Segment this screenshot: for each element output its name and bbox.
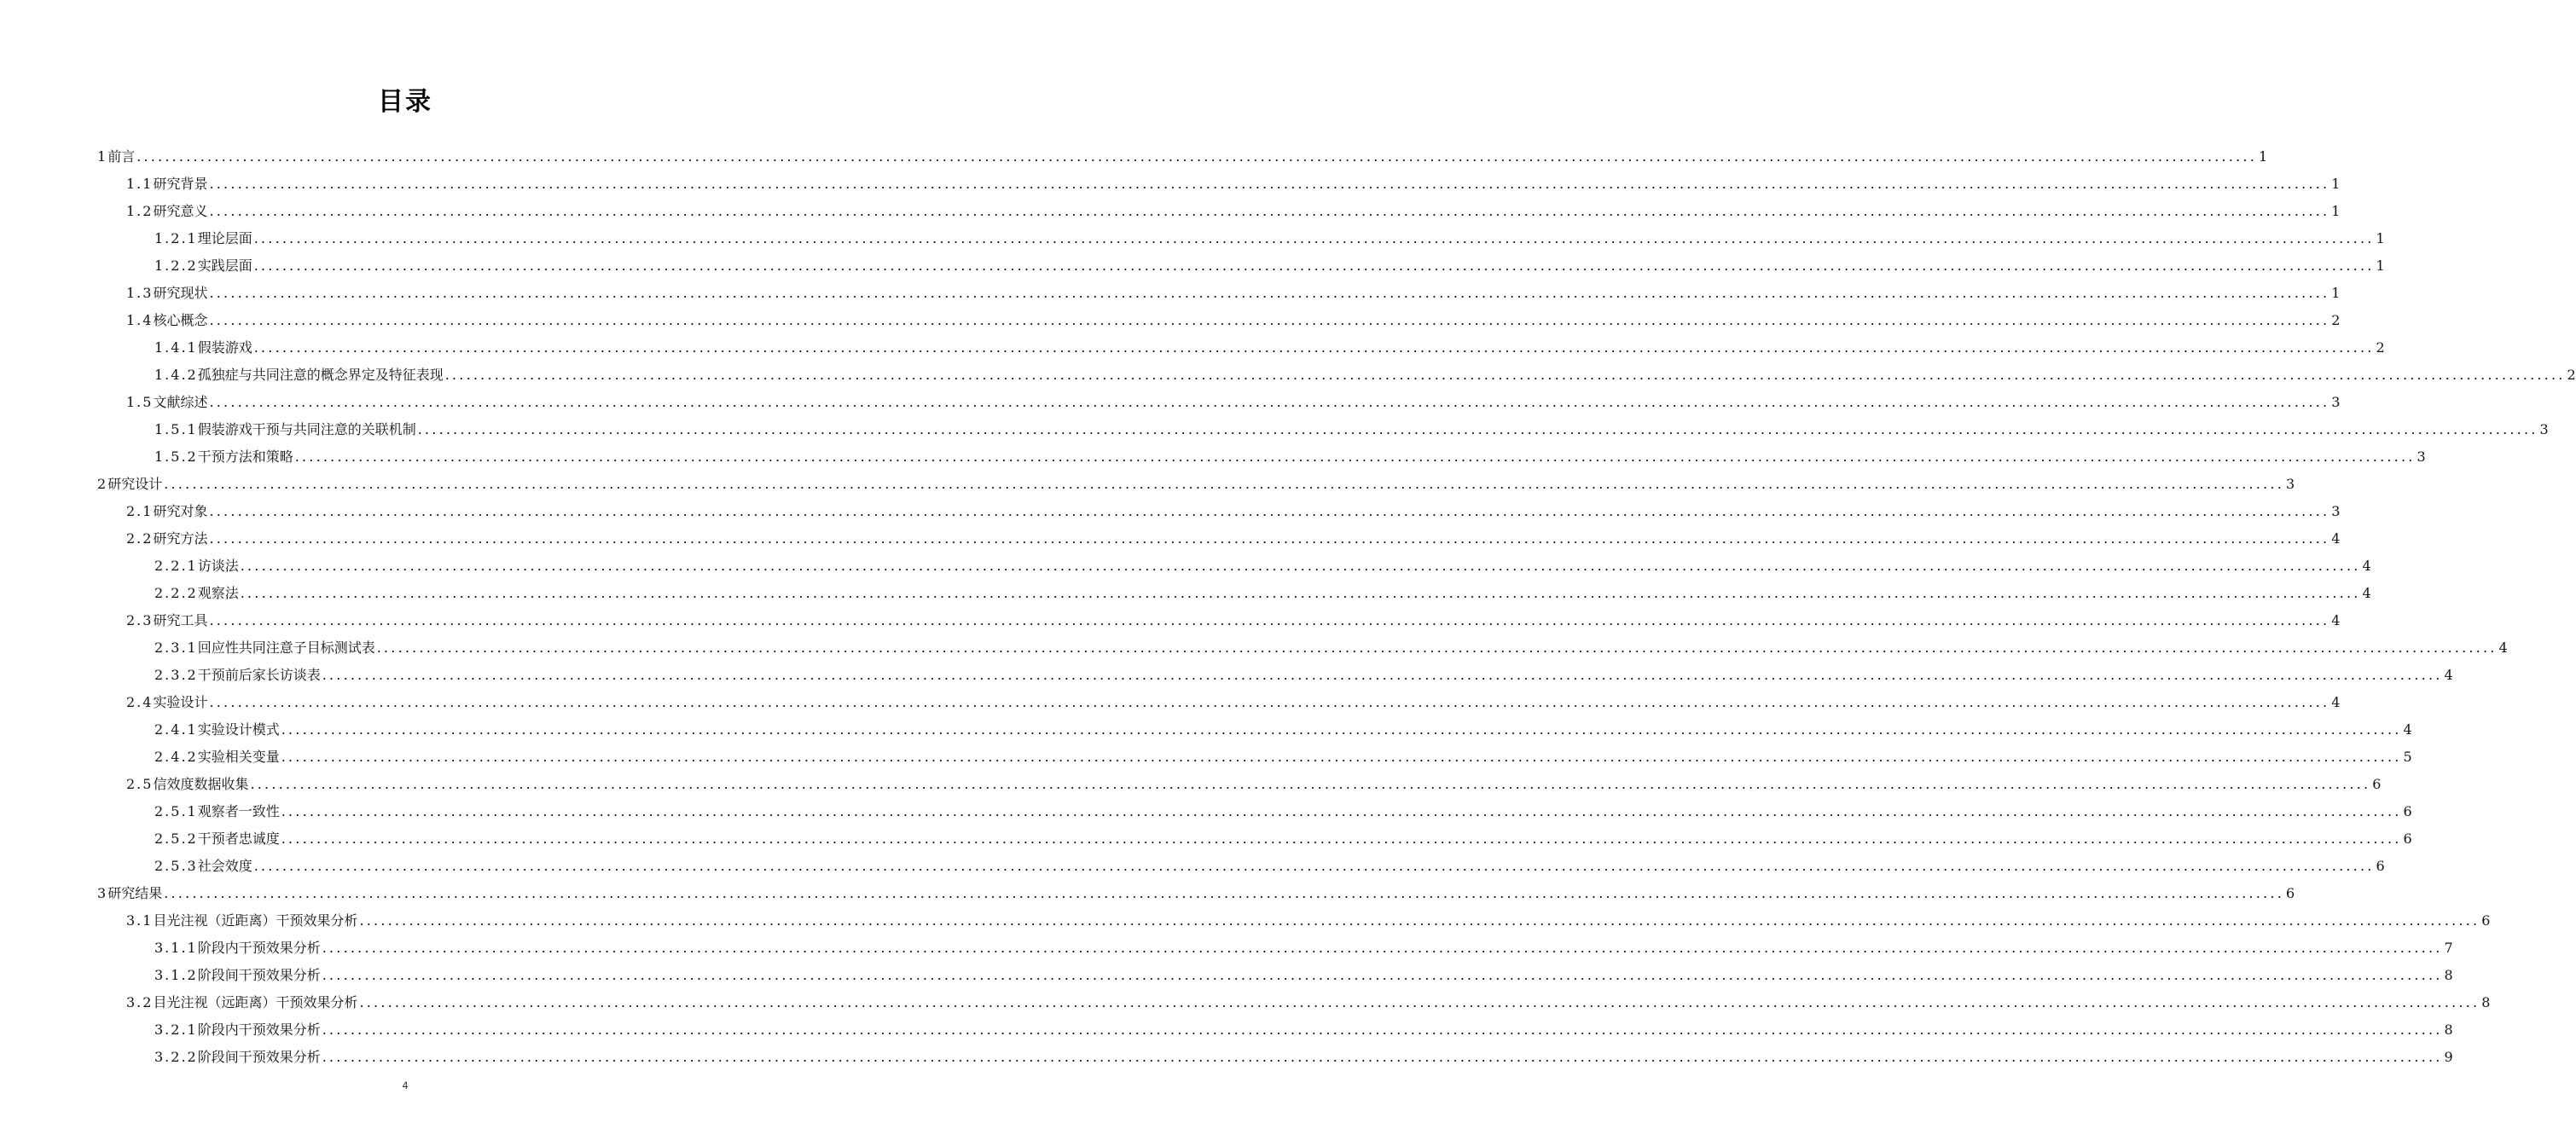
toc-leader-dots: ............................................................................................................................................................................................................................................................................................................ bbox=[253, 230, 2375, 246]
toc-entry-number: 2.3.2 bbox=[154, 667, 198, 683]
toc-entry-title: 干预者忠诚度 bbox=[197, 831, 280, 847]
toc-entry-page: 3 bbox=[2331, 394, 2341, 410]
toc-entry[interactable] bbox=[154, 416, 2549, 443]
toc-leader-dots: ............................................................................................................................................................................................................................................................................................................ bbox=[281, 721, 2402, 738]
toc-entry[interactable] bbox=[126, 771, 2382, 798]
toc-entry-page: 9 bbox=[2444, 1049, 2453, 1065]
toc-entry-page: 1 bbox=[2331, 203, 2341, 219]
toc-entry[interactable] bbox=[126, 198, 2341, 225]
toc-entry-page: 6 bbox=[2403, 803, 2412, 819]
toc-entry[interactable] bbox=[126, 689, 2341, 716]
toc-entry-title: 研究现状 bbox=[153, 285, 208, 301]
toc-entry-number: 3.2 bbox=[126, 994, 154, 1010]
toc-entry-title: 实践层面 bbox=[197, 258, 252, 274]
toc-entry[interactable] bbox=[97, 143, 2268, 171]
toc-entry-number: 2.4.2 bbox=[154, 749, 198, 765]
toc-entry-number: 2.5.2 bbox=[154, 831, 198, 847]
toc-entry-number: 2.3 bbox=[126, 612, 154, 628]
toc-entry-number: 3.1.1 bbox=[154, 940, 198, 956]
toc-entry-number: 3.1.2 bbox=[154, 967, 198, 983]
toc-entry-page: 3 bbox=[2331, 503, 2341, 519]
toc-entry[interactable] bbox=[126, 307, 2341, 334]
toc-entry-title: 文献综述 bbox=[153, 394, 208, 410]
toc-entry[interactable] bbox=[126, 989, 2491, 1016]
toc-entry-title: 理论层面 bbox=[197, 230, 252, 246]
toc-entry[interactable] bbox=[126, 280, 2341, 307]
toc-title: 目录 bbox=[378, 87, 432, 117]
toc-entry[interactable] bbox=[154, 853, 2385, 880]
toc-entry-page: 1 bbox=[2331, 285, 2341, 301]
toc-entry[interactable] bbox=[126, 525, 2341, 553]
toc-entry-page: 4 bbox=[2444, 667, 2453, 683]
toc-entry-title: 回应性共同注意子目标测试表 bbox=[197, 640, 375, 656]
toc-entry-number: 2.5.3 bbox=[154, 858, 198, 874]
toc-leader-dots: ............................................................................................................................................................................................................................................................................................................ bbox=[164, 476, 2284, 492]
toc-entry-number: 2.4.1 bbox=[154, 721, 198, 738]
toc-entry-number: 2 bbox=[97, 476, 108, 492]
toc-leader-dots: ............................................................................................................................................................................................................................................................................................................ bbox=[253, 858, 2375, 874]
toc-entry-title: 研究对象 bbox=[153, 503, 208, 519]
toc-leader-dots: ............................................................................................................................................................................................................................................................................................................ bbox=[281, 749, 2402, 765]
toc-entry-title: 研究意义 bbox=[153, 203, 208, 219]
toc-entry-page: 8 bbox=[2444, 967, 2453, 983]
toc-entry[interactable] bbox=[126, 907, 2491, 935]
toc-leader-dots: ............................................................................................................................................................................................................................................................................................................ bbox=[240, 558, 2361, 574]
toc-entry-page: 1 bbox=[2376, 258, 2385, 274]
toc-leader-dots: ............................................................................................................................................................................................................................................................................................................ bbox=[322, 967, 2443, 983]
toc-entry-number: 2.4 bbox=[126, 694, 154, 710]
toc-entry-number: 2.3.1 bbox=[154, 640, 198, 656]
toc-entry-page: 3 bbox=[2285, 476, 2295, 492]
toc-entry-title: 阶段间干预效果分析 bbox=[197, 967, 321, 983]
toc-entry-page: 6 bbox=[2285, 885, 2295, 901]
toc-entry-page: 2 bbox=[2376, 339, 2385, 356]
toc-entry-title: 干预方法和策略 bbox=[197, 449, 293, 465]
toc-entry-number: 1 bbox=[97, 148, 108, 165]
toc-entry-number: 1.2.1 bbox=[154, 230, 198, 246]
toc-entry-page: 4 bbox=[2498, 640, 2508, 656]
toc-leader-dots: ............................................................................................................................................................................................................................................................................................................ bbox=[250, 776, 2371, 792]
toc-entry-title: 核心概念 bbox=[153, 312, 208, 328]
toc-leader-dots: ............................................................................................................................................................................................................................................................................................................ bbox=[322, 1049, 2443, 1065]
toc-leader-dots: ............................................................................................................................................................................................................................................................................................................ bbox=[209, 203, 2330, 219]
toc-entry-title: 阶段间干预效果分析 bbox=[197, 1049, 321, 1065]
toc-leader-dots: ............................................................................................................................................................................................................................................................................................................ bbox=[359, 912, 2480, 929]
toc-entry[interactable] bbox=[154, 252, 2385, 280]
toc-leader-dots: ............................................................................................................................................................................................................................................................................................................ bbox=[322, 667, 2443, 683]
toc-entry[interactable] bbox=[154, 825, 2412, 853]
toc-leader-dots: ............................................................................................................................................................................................................................................................................................................ bbox=[281, 803, 2402, 819]
toc-leader-dots: ............................................................................................................................................................................................................................................................................................................ bbox=[322, 940, 2443, 956]
toc-leader-dots: ............................................................................................................................................................................................................................................................................................................ bbox=[209, 312, 2330, 328]
toc-entry-page: 6 bbox=[2376, 858, 2385, 874]
toc-entry-page: 4 bbox=[2331, 612, 2341, 628]
toc-entry[interactable] bbox=[126, 171, 2341, 198]
toc-leader-dots: ............................................................................................................................................................................................................................................................................................................ bbox=[417, 421, 2538, 437]
toc-entry-title: 前言 bbox=[107, 148, 136, 165]
toc-entry-page: 1 bbox=[2258, 148, 2268, 165]
toc-entry-number: 2.2.1 bbox=[154, 558, 198, 574]
toc-entry-page: 4 bbox=[2403, 721, 2412, 738]
toc-entry-number: 2.2.2 bbox=[154, 585, 198, 601]
toc-entry-page: 6 bbox=[2372, 776, 2382, 792]
toc-entry[interactable] bbox=[154, 744, 2412, 771]
toc-entry-number: 1.5 bbox=[126, 394, 154, 410]
toc-leader-dots: ............................................................................................................................................................................................................................................................................................................ bbox=[209, 530, 2330, 547]
toc-entry-page: 2 bbox=[2567, 367, 2576, 383]
toc-entry-page: 5 bbox=[2403, 749, 2412, 765]
toc-entry-title: 研究工具 bbox=[153, 612, 208, 628]
toc-entry-title: 干预前后家长访谈表 bbox=[197, 667, 321, 683]
toc-entry-title: 观察者一致性 bbox=[197, 803, 280, 819]
toc-entry-title: 社会效度 bbox=[197, 858, 252, 874]
toc-entry[interactable] bbox=[154, 1044, 2453, 1071]
toc-entry-number: 3.1 bbox=[126, 912, 154, 929]
page-number: 4 bbox=[402, 1079, 409, 1091]
toc-entry-title: 访谈法 bbox=[197, 558, 239, 574]
toc-entry-page: 2 bbox=[2331, 312, 2341, 328]
toc-entry-number: 2.5.1 bbox=[154, 803, 198, 819]
toc-entry-number: 3.2.2 bbox=[154, 1049, 198, 1065]
toc-entry[interactable] bbox=[154, 362, 2576, 389]
toc-entry-page: 3 bbox=[2539, 421, 2549, 437]
toc-leader-dots: ............................................................................................................................................................................................................................................................................................................ bbox=[359, 994, 2480, 1010]
toc-entry[interactable] bbox=[126, 389, 2341, 416]
toc-entry-title: 实验设计 bbox=[153, 694, 208, 710]
toc-entry[interactable] bbox=[154, 334, 2385, 362]
toc-entry-title: 假装游戏干预与共同注意的关联机制 bbox=[197, 421, 416, 437]
toc-entry-number: 1.2.2 bbox=[154, 258, 198, 274]
toc-leader-dots: ............................................................................................................................................................................................................................................................................................................ bbox=[209, 612, 2330, 628]
toc-entry-title: 观察法 bbox=[197, 585, 239, 601]
toc-entry-number: 1.2 bbox=[126, 203, 154, 219]
toc-entry-number: 1.1 bbox=[126, 176, 154, 192]
toc-entry-title: 孤独症与共同注意的概念界定及特征表现 bbox=[197, 367, 444, 383]
toc-entry[interactable] bbox=[154, 634, 2508, 662]
toc-entry-page: 4 bbox=[2331, 694, 2341, 710]
toc-entry[interactable] bbox=[154, 935, 2453, 962]
toc-leader-dots: ............................................................................................................................................................................................................................................................................................................ bbox=[209, 285, 2330, 301]
toc-entry[interactable] bbox=[154, 225, 2385, 252]
toc-entry-title: 信效度数据收集 bbox=[153, 776, 249, 792]
toc-entry-page: 4 bbox=[2362, 585, 2371, 601]
toc-leader-dots: ............................................................................................................................................................................................................................................................................................................ bbox=[253, 339, 2375, 356]
toc-entry-title: 实验设计模式 bbox=[197, 721, 280, 738]
toc-entry-number: 3 bbox=[97, 885, 108, 901]
toc-entry-page: 1 bbox=[2376, 230, 2385, 246]
toc-entry-number: 1.4.2 bbox=[154, 367, 198, 383]
toc-entry[interactable] bbox=[154, 716, 2412, 744]
toc-entry-number: 1.3 bbox=[126, 285, 154, 301]
toc-entry[interactable] bbox=[97, 471, 2295, 498]
toc-entry-page: 8 bbox=[2444, 1022, 2453, 1038]
toc-entry[interactable] bbox=[97, 880, 2295, 907]
toc-leader-dots: ............................................................................................................................................................................................................................................................................................................ bbox=[444, 367, 2566, 383]
toc-entry-page: 4 bbox=[2362, 558, 2371, 574]
toc-leader-dots: ............................................................................................................................................................................................................................................................................................................ bbox=[209, 394, 2330, 410]
toc-entry-number: 1.5.1 bbox=[154, 421, 198, 437]
toc-leader-dots: ............................................................................................................................................................................................................................................................................................................ bbox=[253, 258, 2375, 274]
toc-leader-dots: ............................................................................................................................................................................................................................................................................................................ bbox=[209, 503, 2330, 519]
toc-entry[interactable] bbox=[154, 962, 2453, 989]
toc-entry[interactable] bbox=[154, 1016, 2453, 1044]
toc-entry-title: 目光注视（近距离）干预效果分析 bbox=[153, 912, 358, 929]
toc-entry[interactable] bbox=[154, 443, 2426, 471]
toc-entry-page: 1 bbox=[2331, 176, 2341, 192]
toc-entry-page: 7 bbox=[2444, 940, 2453, 956]
toc-entry-page: 4 bbox=[2331, 530, 2341, 547]
toc-entry-page: 3 bbox=[2416, 449, 2426, 465]
toc-entry-page: 6 bbox=[2403, 831, 2412, 847]
toc-leader-dots: ............................................................................................................................................................................................................................................................................................................ bbox=[294, 449, 2416, 465]
toc-entry-title: 阶段内干预效果分析 bbox=[197, 940, 321, 956]
toc-entry-number: 2.5 bbox=[126, 776, 154, 792]
toc-entry-number: 2.1 bbox=[126, 503, 154, 519]
toc-entry[interactable] bbox=[154, 553, 2371, 580]
toc-entry-title: 实验相关变量 bbox=[197, 749, 280, 765]
toc-leader-dots: ............................................................................................................................................................................................................................................................................................................ bbox=[209, 694, 2330, 710]
toc-entry[interactable] bbox=[126, 607, 2341, 634]
toc-leader-dots: ............................................................................................................................................................................................................................................................................................................ bbox=[209, 176, 2330, 192]
toc-entry-page: 8 bbox=[2481, 994, 2491, 1010]
toc-entry[interactable] bbox=[154, 580, 2371, 607]
toc-entry-title: 研究结果 bbox=[107, 885, 163, 901]
toc-entry-number: 1.4.1 bbox=[154, 339, 198, 356]
toc-entry[interactable] bbox=[154, 662, 2453, 689]
toc-leader-dots: ............................................................................................................................................................................................................................................................................................................ bbox=[281, 831, 2402, 847]
toc-entry-title: 目光注视（远距离）干预效果分析 bbox=[153, 994, 358, 1010]
toc-entry[interactable] bbox=[126, 498, 2341, 525]
toc-leader-dots: ............................................................................................................................................................................................................................................................................................................ bbox=[136, 148, 2257, 165]
toc-entry-title: 假装游戏 bbox=[197, 339, 252, 356]
toc-entry-title: 研究方法 bbox=[153, 530, 208, 547]
toc-leader-dots: ............................................................................................................................................................................................................................................................................................................ bbox=[164, 885, 2284, 901]
toc-entry-title: 阶段内干预效果分析 bbox=[197, 1022, 321, 1038]
toc-leader-dots: ............................................................................................................................................................................................................................................................................................................ bbox=[322, 1022, 2443, 1038]
toc-entry-number: 3.2.1 bbox=[154, 1022, 198, 1038]
toc-entry-title: 研究设计 bbox=[107, 476, 163, 492]
toc-leader-dots: ............................................................................................................................................................................................................................................................................................................ bbox=[240, 585, 2361, 601]
toc-entry-title: 研究背景 bbox=[153, 176, 208, 192]
toc-entry-number: 2.2 bbox=[126, 530, 154, 547]
toc-entry-page: 6 bbox=[2481, 912, 2491, 929]
toc-leader-dots: ............................................................................................................................................................................................................................................................................................................ bbox=[376, 640, 2498, 656]
toc-entry-number: 1.4 bbox=[126, 312, 154, 328]
toc-entry-number: 1.5.2 bbox=[154, 449, 198, 465]
toc-entry[interactable] bbox=[154, 798, 2412, 825]
